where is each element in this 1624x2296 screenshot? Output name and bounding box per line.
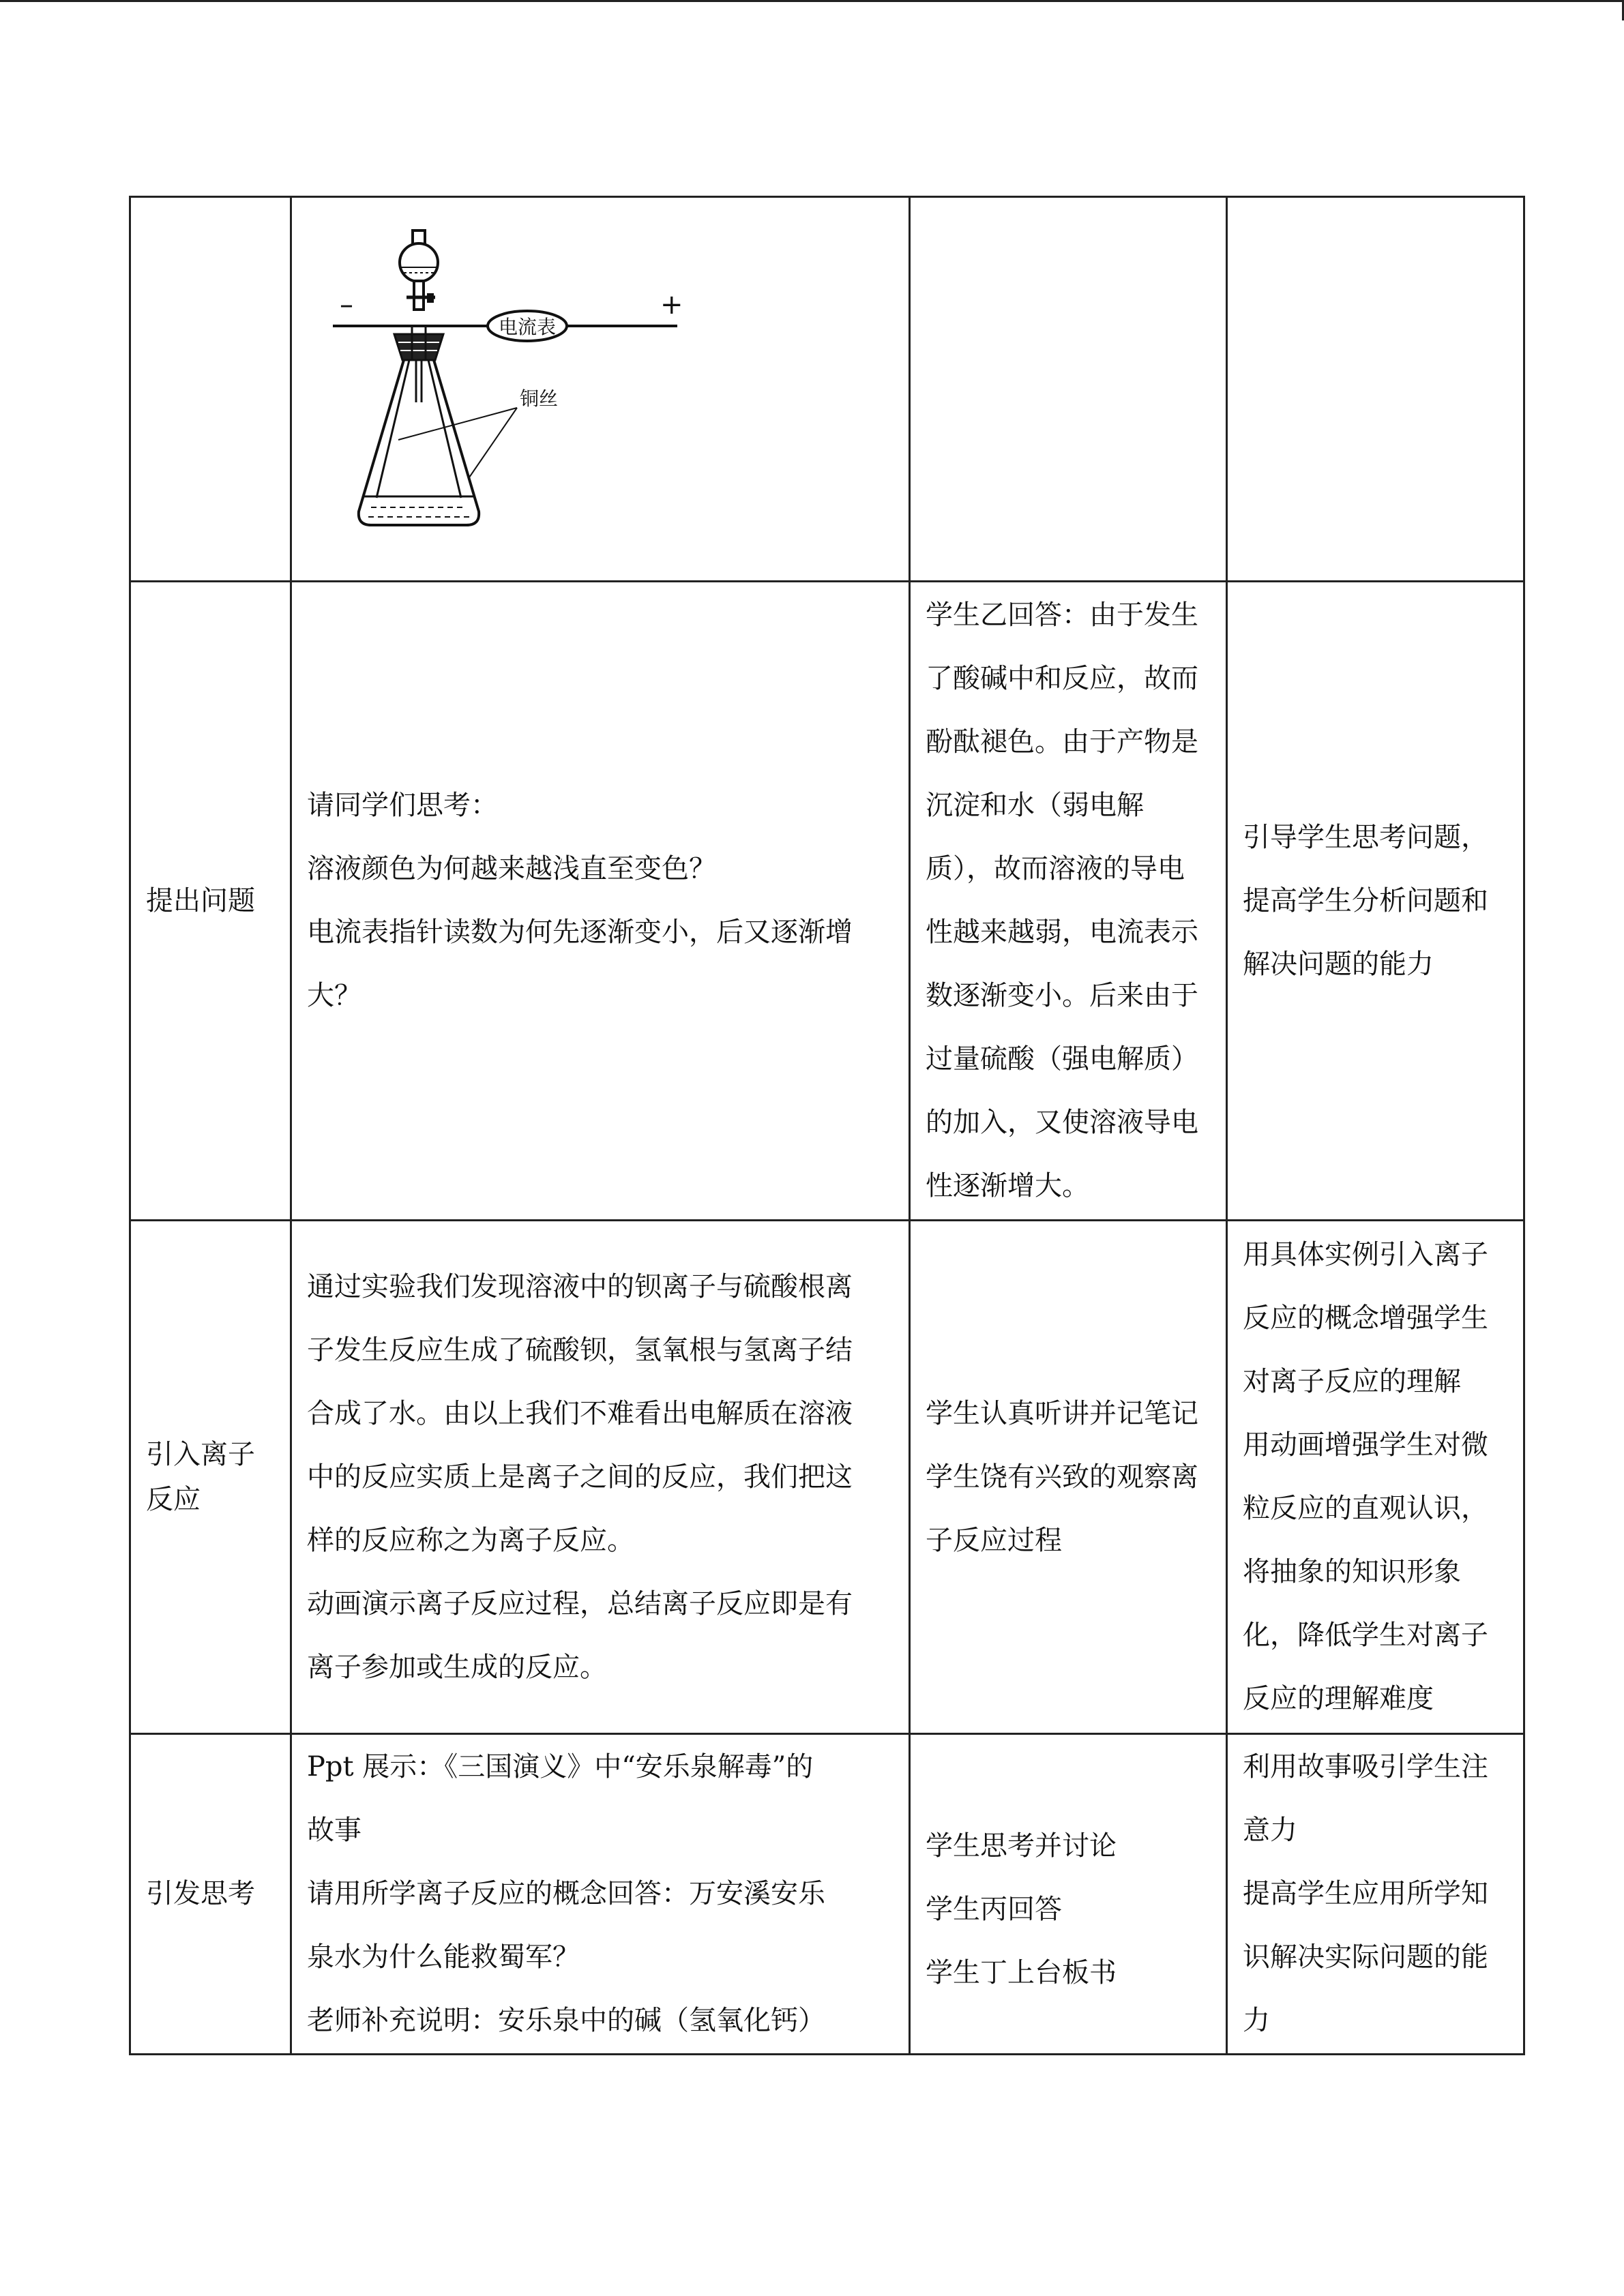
teacher-text-line: 通过实验我们发现溶液中的钡离子与硫酸根离 xyxy=(307,1270,853,1302)
purpose-text-line: 利用故事吸引学生注 xyxy=(1243,1751,1488,1783)
purpose-text-line: 对离子反应的理解 xyxy=(1243,1366,1461,1397)
stage-cell xyxy=(130,582,291,1221)
purpose-text-line: 力 xyxy=(1243,2005,1270,2036)
purpose-text-line: 反应的理解难度 xyxy=(1243,1683,1434,1714)
purpose-text-line: 用具体实例引入离子 xyxy=(1243,1239,1488,1270)
teacher-text-line: 请同学们思考： xyxy=(307,790,498,821)
stage-cell-empty xyxy=(130,197,291,582)
purpose-text-line: 用动画增强学生对微 xyxy=(1243,1429,1488,1461)
table-row xyxy=(130,1734,1524,2055)
teacher-text-line: 样的反应称之为离子反应。 xyxy=(307,1524,634,1556)
copper-wire-label: 铜丝 xyxy=(520,387,559,410)
student-text-line: 学生认真听讲并记笔记 xyxy=(926,1397,1198,1429)
purpose-text-line: 引导学生思考问题， xyxy=(1243,821,1488,853)
page-top-border xyxy=(0,0,1624,2)
teacher-text-line: 动画演示离子反应过程，总结离子反应即是有 xyxy=(307,1587,853,1620)
student-text-line: 数逐渐变小。后来由于 xyxy=(926,980,1198,1011)
student-text-line: 沉淀和水（弱电解 xyxy=(926,790,1144,821)
teacher-text-line: 中的反应实质上是离子之间的反应，我们把这 xyxy=(307,1461,853,1493)
student-text-line: 了酸碱中和反应，故而 xyxy=(926,663,1198,694)
design-purpose-cell xyxy=(1227,1734,1524,2055)
student-text-line: 性逐渐增大。 xyxy=(926,1170,1089,1202)
ammeter-label: 电流表 xyxy=(498,316,557,338)
purpose-text-line: 化，降低学生对离子 xyxy=(1243,1620,1488,1651)
purpose-text-line: 反应的概念增强学生 xyxy=(1243,1302,1488,1334)
student-activity-cell xyxy=(910,582,1227,1221)
teacher-text-line: 泉水为什么能救蜀军？ xyxy=(307,1941,580,1973)
teacher-text-line: 老师补充说明：安乐泉中的碱（氢氧化钙） xyxy=(307,2005,825,2036)
lesson-plan-table xyxy=(129,196,1525,2055)
teacher-text-line: Ppt 展示：《三国演义》中“安乐泉解毒”的 xyxy=(307,1751,814,1783)
table-row xyxy=(130,582,1524,1221)
student-text-line: 子反应过程 xyxy=(926,1524,1062,1556)
purpose-text-line: 将抽象的知识形象 xyxy=(1243,1556,1461,1587)
stage-label: 反应 xyxy=(146,1484,201,1515)
stage-label: 引入离子 xyxy=(146,1439,255,1470)
figure-cell xyxy=(291,197,910,582)
purpose-text-line: 意力 xyxy=(1243,1815,1297,1846)
design-purpose-cell xyxy=(1227,582,1524,1221)
student-text-line: 酚酞褪色。由于产物是 xyxy=(926,726,1198,758)
purpose-text-line: 识解决实际问题的能 xyxy=(1243,1941,1488,1973)
purpose-text-line: 提高学生分析问题和 xyxy=(1243,884,1488,916)
purpose-text-line: 提高学生应用所学知 xyxy=(1243,1878,1488,1909)
student-text-line: 性越来越弱，电流表示 xyxy=(926,916,1198,948)
negative-terminal-label: – xyxy=(340,289,353,320)
stage-cell xyxy=(130,1221,291,1734)
student-text-line: 学生丙回答 xyxy=(926,1894,1062,1925)
teacher-text-line: 溶液颜色为何越来越浅直至变色？ xyxy=(307,853,716,884)
teacher-activity-cell xyxy=(291,1734,910,2055)
table-row-apparatus xyxy=(130,197,1524,582)
student-text-line: 学生丁上台板书 xyxy=(926,1957,1117,1988)
teacher-text-line: 电流表指针读数为何先逐渐变小，后又逐渐增 xyxy=(307,916,853,948)
positive-terminal-label: + xyxy=(660,289,683,320)
student-text-line: 学生饶有兴致的观察离 xyxy=(926,1461,1198,1493)
stage-label: 提出问题 xyxy=(146,884,255,916)
stage-cell xyxy=(130,1734,291,2055)
student-text-line: 学生思考并讨论 xyxy=(926,1830,1117,1862)
teacher-text-line: 请用所学离子反应的概念回答：万安溪安乐 xyxy=(307,1878,825,1909)
student-text-line: 学生乙回答：由于发生 xyxy=(926,599,1198,631)
teacher-text-line: 大？ xyxy=(307,980,361,1011)
table-row xyxy=(130,1221,1524,1734)
conductivity-apparatus-diagram xyxy=(333,225,688,552)
stage-label: 引发思考 xyxy=(146,1878,255,1909)
student-activity-cell xyxy=(910,1221,1227,1734)
student-text-line: 的加入，又使溶液导电 xyxy=(926,1107,1198,1138)
teacher-text-line: 故事 xyxy=(307,1815,361,1846)
teacher-activity-cell xyxy=(291,1221,910,1734)
student-cell-empty xyxy=(910,197,1227,582)
design-purpose-cell xyxy=(1227,1221,1524,1734)
student-text-line: 过量硫酸（强电解质） xyxy=(926,1043,1198,1075)
teacher-text-line: 合成了水。由以上我们不难看出电解质在溶液 xyxy=(307,1397,853,1429)
purpose-cell-empty xyxy=(1227,197,1524,582)
teacher-activity-cell xyxy=(291,582,910,1221)
student-activity-cell xyxy=(910,1734,1227,2055)
purpose-text-line: 解决问题的能力 xyxy=(1243,948,1434,980)
student-text-line: 质），故而溶液的导电 xyxy=(926,853,1185,884)
purpose-text-line: 粒反应的直观认识， xyxy=(1243,1493,1488,1524)
teacher-text-line: 子发生反应生成了硫酸钡，氢氧根与氢离子结 xyxy=(307,1334,853,1366)
teacher-text-line: 离子参加或生成的反应。 xyxy=(307,1651,607,1683)
